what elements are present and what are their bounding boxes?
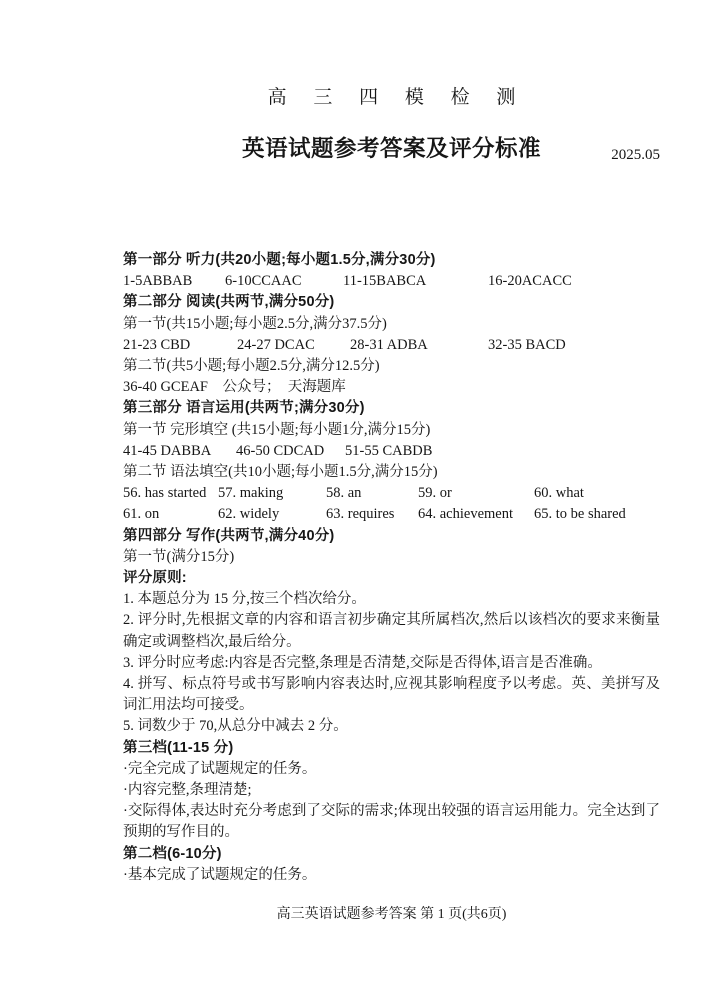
answer-cell: 63. requires	[326, 506, 395, 523]
answer-cell: 6-10CCAAC	[225, 273, 302, 290]
answer-row-cloze	[123, 441, 660, 462]
answer-cell: 58. an	[326, 485, 362, 502]
scoring-rule-4: 4. 拼写、标点符号或书写影响内容表达时,应视其影响程度予以考虑。英、美拼写及词汇用法均可接受。	[123, 676, 660, 714]
answer-cell: 65. to be shared	[534, 506, 626, 523]
page-footer: 高三英语试题参考答案 第 1 页(共6页)	[276, 907, 507, 922]
bullet-line: ·完全完成了试题规定的任务。	[123, 760, 317, 777]
answer-cell: 61. on	[123, 506, 160, 523]
answer-key-body	[123, 250, 660, 886]
scoring-rule-2: 2. 评分时,先根据文章的内容和语言初步确定其所属档次,然后以该档次的要求来衡量确定或调整档次,最后给分。	[123, 612, 660, 650]
answer-cell: 24-27 DCAC	[237, 336, 315, 353]
answer-cell: 1-5ABBAB	[123, 273, 193, 290]
answer-line-reading2: 36-40 GCEAF 公众号； 天海题库	[123, 379, 346, 396]
body-line: 第二节(共5小题;每小题2.5分,满分12.5分)	[123, 358, 380, 375]
scoring-rule-3: 3. 评分时应考虑:内容是否完整,条理是否清楚,交际是否得体,语言是否准确。	[123, 654, 602, 671]
answer-cell: 21-23 CBD	[123, 336, 191, 353]
answer-cell: 11-15BABCA	[343, 273, 427, 290]
bullet-line: ·内容完整,条理清楚;	[123, 782, 252, 799]
section-heading-part1: 第一部分 听力(共20小题;每小题1.5分,满分30分)	[123, 252, 436, 268]
answer-row-listening	[123, 271, 660, 292]
body-line: 第二节 语法填空(共10小题;每小题1.5分,满分15分)	[123, 464, 438, 481]
answer-cell: 57. making	[218, 485, 284, 502]
scoring-principles-heading: 评分原则:	[123, 570, 187, 587]
section-heading-part2: 第二部分 阅读(共两节,满分50分)	[123, 294, 335, 311]
answer-cell: 28-31 ADBA	[350, 336, 428, 353]
scoring-rule-1: 1. 本题总分为 15 分,按三个档次给分。	[123, 591, 366, 608]
exam-date: 2025.05	[611, 147, 660, 163]
answer-cell: 51-55 CABDB	[345, 442, 433, 459]
answer-cell: 46-50 CDCAD	[236, 442, 325, 459]
answer-row-grammar-2	[123, 504, 660, 525]
answer-cell: 64. achievement	[418, 506, 514, 523]
subtitle-row	[123, 131, 660, 167]
body-line: 第一节(共15小题;每小题2.5分,满分37.5分)	[123, 315, 387, 332]
answer-cell: 62. widely	[218, 506, 280, 523]
answer-cell: 16-20ACACC	[488, 273, 572, 290]
doc-subtitle: 英语试题参考答案及评分标准	[241, 136, 541, 161]
scoring-rule-5: 5. 词数少于 70,从总分中减去 2 分。	[123, 718, 348, 735]
bullet-line: ·交际得体,表达时充分考虑到了交际的需求;体现出较强的语言运用能力。完全达到了预期的写作目的。	[123, 803, 660, 841]
tier3-heading: 第三档(11-15 分)	[123, 739, 234, 756]
answer-cell: 56. has started	[123, 485, 207, 502]
answer-cell: 59. or	[418, 485, 452, 502]
body-line: 第一节(满分15分)	[123, 548, 235, 565]
answer-cell: 41-45 DABBA	[123, 442, 212, 459]
bullet-line: ·基本完成了试题规定的任务。	[123, 866, 317, 883]
section-heading-part3: 第三部分 语言运用(共两节;满分30分)	[123, 400, 365, 417]
section-heading-part4: 第四部分 写作(共两节,满分40分)	[123, 527, 335, 544]
body-line: 第一节 完形填空 (共15小题;每小题1分,满分15分)	[123, 421, 431, 438]
exam-title: 高 三 四 模 检 测	[267, 87, 527, 108]
tier2-heading: 第二档(6-10分)	[123, 845, 222, 862]
answer-row-grammar-1	[123, 483, 660, 504]
answer-row-reading1	[123, 335, 660, 356]
answer-cell: 60. what	[534, 485, 584, 502]
answer-cell: 32-35 BACD	[488, 336, 566, 353]
